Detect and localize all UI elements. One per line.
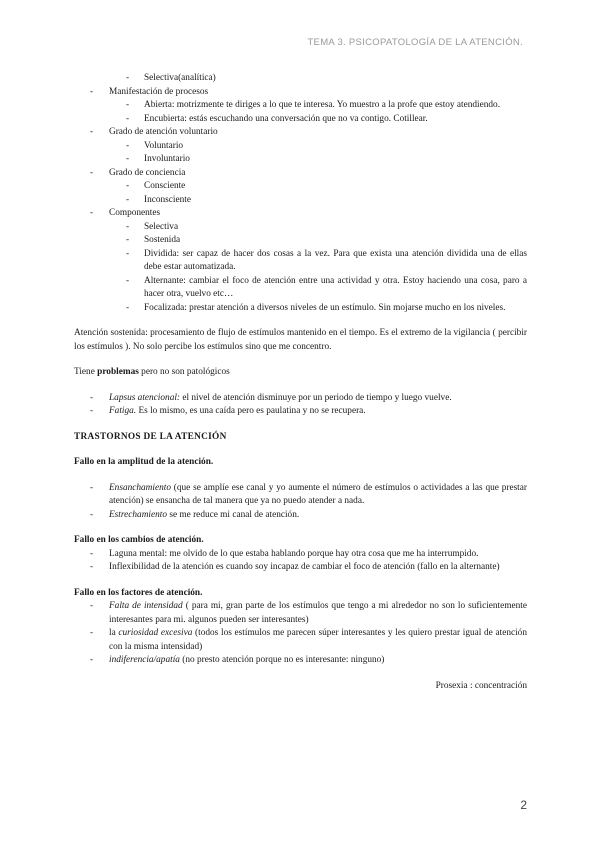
item-text: se me reduce mi canal de atención. (167, 509, 300, 520)
italic-term: Estrechamiento (109, 509, 168, 520)
item-text: el nivel de atención disminuye por un periodo de tiempo y luego vuelve. (180, 392, 452, 403)
list-item: - Estrechamiento se me reduce mi canal de atención. (90, 509, 300, 520)
page-header: TEMA 3. PSICOPATOLOGÍA DE LA ATENCIÓN. (307, 37, 523, 48)
bold-term: problemas (97, 367, 139, 377)
item-text: Focalizada: prestar atención a diversos niveles de un estímulo. Sin mojarse mucho en los niveles. (144, 302, 506, 313)
text-span: Tiene (74, 367, 98, 377)
list-item: - Involuntario (126, 154, 190, 164)
list-item: - Sostenida (126, 235, 181, 245)
italic-term: curiosidad excesiva (118, 628, 193, 638)
item-text: Consciente (144, 181, 186, 191)
list-item: - Encubierta: estás escuchando una conversación que no va contigo. Cotillear. (126, 113, 428, 124)
cambios-list (74, 548, 527, 575)
document-body (74, 72, 527, 693)
list-item: - Selectiva(analítica) (126, 73, 216, 83)
item-text: ( para mi, gran parte de los estímulos que tengo a mi alrededor no son lo suficientemente interesantes para mi. algunos pueden ser interesantes) (109, 601, 527, 625)
item-text: Sostenida (144, 235, 181, 245)
list-item: - Voluntario (126, 140, 184, 151)
list-item: - Focalizada: prestar atención a diversos niveles de un estímulo. Sin mojarse mucho en los niveles. (126, 302, 506, 313)
list-item: - Manifestación de procesos (90, 86, 209, 97)
item-text: Componentes (109, 208, 161, 218)
list-item: - Grado de atención voluntario (90, 127, 218, 137)
item-text: Grado de atención voluntario (109, 127, 218, 137)
italic-term: indiferencia/apatía (109, 655, 180, 665)
amplitud-list (74, 482, 527, 523)
list-item: - Abierta: motrizmente te diriges a lo que te interesa. Yo muestro a la profe que estoy atendiendo. (126, 100, 501, 110)
italic-term: Lapsus atencional: (109, 392, 181, 403)
list-item: - Componentes (90, 208, 161, 218)
text-span: pero no son patológicos (138, 367, 230, 377)
list-item: - Dividida: ser capaz de hacer dos cosas a la vez. Para que exista una atención dividida una de ellas debe estar automatizada. (126, 248, 527, 272)
item-text: Voluntario (144, 140, 184, 151)
item-text: Laguna mental: me olvido de lo que estaba hablando porque hay otra cosa que me ha interrumpido. (109, 548, 479, 559)
list-item: - Consciente (126, 181, 186, 191)
subheading-amplitud: Fallo en la amplitud de la atención. (74, 457, 214, 467)
item-text: Manifestación de procesos (109, 86, 209, 97)
list-item: - Inflexibilidad de la atención es cuando soy incapaz de cambiar el foco de atención (fallo en la alternante) (90, 562, 500, 572)
item-text: Selectiva(analítica) (144, 73, 216, 83)
item-text: (todos los estímulos me parecen súper interesantes y les quiero prestar igual de atención con la misma intensidad) (109, 628, 527, 652)
list-item: - Grado de conciencia (90, 167, 186, 178)
text-span: la (109, 628, 119, 638)
problems-intro (74, 366, 527, 380)
italic-term: Falta de intensidad (109, 601, 183, 611)
subheading-factores: Fallo en los factores de atención. (74, 587, 203, 598)
italic-term: Fatiga. (109, 406, 137, 416)
list-item: - Selectiva (126, 221, 179, 232)
prosexia-note: Prosexia : concentración (435, 680, 527, 691)
problems-list (74, 392, 527, 419)
item-text: Abierta: motrizmente te diriges a lo que te interesa. Yo muestro a la profe que estoy atendiendo. (144, 100, 501, 110)
item-text: Alternante: cambiar el foco de atención entre una actividad y otra. Estoy haciendo una cosa, paro a hacer otra, vuelvo etc… (144, 275, 527, 299)
item-text: Encubierta: estás escuchando una conversación que no va contigo. Cotillear. (144, 113, 428, 124)
page-number: 2 (520, 798, 527, 812)
item-text: Dividida: ser capaz de hacer dos cosas a la vez. Para que exista una atención dividida una de ellas debe estar automatizada. (144, 248, 527, 272)
italic-term: Ensanchamiento (109, 482, 171, 493)
list-item: - Fatiga. Es lo mismo, es una caída pero es paulatina y no se recupera. (90, 406, 366, 416)
factores-list (74, 600, 527, 668)
item-text: Grado de conciencia (109, 167, 186, 178)
attention-types-list (74, 72, 527, 315)
list-item: - Alternante: cambiar el foco de atención entre una actividad y otra. Estoy haciendo una cosa, paro a hacer otra, vuelvo etc… (126, 275, 527, 299)
list-item: - Lapsus atencional: el nivel de atención disminuye por un periodo de tiempo y luego vuelve. (90, 392, 452, 403)
list-item: - Ensanchamiento (que se amplíe ese canal y yo aumente el número de estímulos o actividades a las que prestar atención) se ensancha de tal manera que ya no puedo atender a nada. (90, 482, 527, 506)
list-item: - Falta de intensidad ( para mi, gran parte de los estímulos que tengo a mi alrededor no son lo suficientemente interesantes para mi. algunos pueden ser interesantes) (90, 601, 527, 625)
section-title-trastornos: TRASTORNOS DE LA ATENCIÓN (74, 431, 227, 442)
item-text: Selectiva (144, 221, 179, 232)
list-item: - Inconsciente (126, 194, 191, 205)
list-item: - Laguna mental: me olvido de lo que estaba hablando porque hay otra cosa que me ha interrumpido. (90, 548, 479, 559)
sustained-attention-paragraph: Atención sostenida: procesamiento de flujo de estímulos mantenido en el tiempo. Es el extremo de la vigilancia ( percibir los estímulos ). No solo percibe los estímulos sino que me concentro. (74, 328, 527, 352)
item-text: (que se amplíe ese canal y yo aumente el número de estímulos o actividades a las que prestar atención) se ensancha de tal manera que ya no puedo atender a nada. (109, 482, 527, 506)
list-item: - la curiosidad excesiva (todos los estímulos me parecen súper interesantes y les quiero prestar igual de atención con la misma intensidad) (90, 628, 527, 652)
subheading-cambios: Fallo en los cambios de atención. (74, 535, 204, 545)
item-text: Inconsciente (144, 194, 191, 205)
item-text: Es lo mismo, es una caída pero es paulatina y no se recupera. (136, 406, 366, 416)
item-text: Involuntario (144, 154, 190, 164)
item-text: Inflexibilidad de la atención es cuando soy incapaz de cambiar el foco de atención (fallo en la alternante) (109, 562, 500, 572)
item-text: (no presto atención porque no es interesante: ninguno) (179, 655, 385, 665)
list-item: - indiferencia/apatía (no presto atención porque no es interesante: ninguno) (90, 655, 385, 665)
